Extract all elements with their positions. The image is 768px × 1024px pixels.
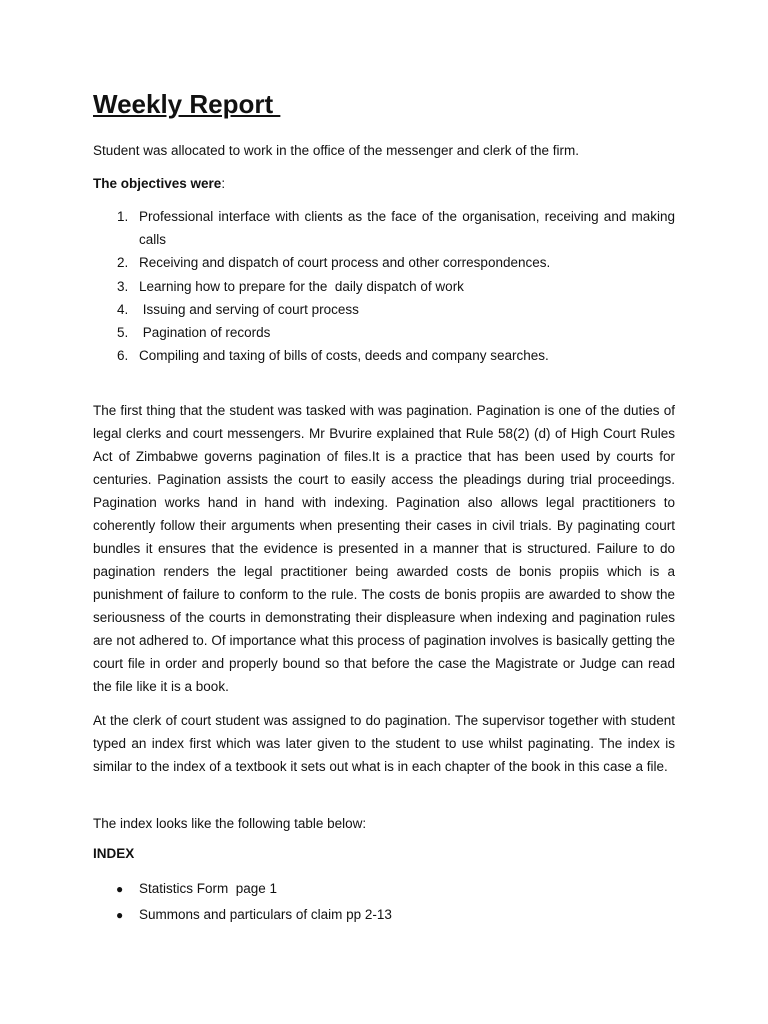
index-item-text: Summons and particulars of claim pp 2-13	[139, 907, 392, 922]
objective-number: 3.	[117, 278, 129, 294]
objective-number: 5.	[117, 325, 129, 341]
objectives-list	[93, 205, 675, 367]
objective-item	[93, 275, 675, 298]
index-item	[93, 902, 675, 928]
objectives-heading-colon: :	[221, 176, 226, 191]
clerk-of-court-paragraph: At the clerk of court student was assigned to do pagination. The supervisor together with student typed an index first which was later given to the student to use whilst paginating. The index is similar to the index of a textbook it sets out what is in each chapter of the book in this case a file.	[93, 713, 675, 774]
objective-text: Issuing and serving of court process	[139, 301, 359, 317]
index-item-text: Statistics Form page 1	[139, 881, 278, 896]
pagination-paragraph: The first thing that the student was tasked with was pagination. Pagination is one of the duties of legal clerks and court messengers. Mr Bvurire explained that Rule 58(2) (d) of High Court Rules Act of Zimbabwe governs pagination of files.It is a practice that has been used by courts for centuries. Pagination assists the court to easily access the pleadings during trial proceedings. Pagination works hand in hand with indexing. Pagination also allows legal practitioners to coherently follow their arguments when presenting their cases in civil trials. By paginating court bundles it ensures that the evidence is presented in a manner that is structured. Failure to do pagination renders the legal practitioner being awarded costs de bonis propiis which is a punishment of failure to conform to the rule. The costs de bonis propiis are awarded to show the seriousness of the courts in demonstrating their displeasure when indexing and pagination rules are not adhered to. Of importance what this process of pagination involves is basically getting the court file in order and properly bound so that before the case the Magistrate or Judge can read the file like it is a book.	[93, 403, 675, 694]
objective-number: 2.	[117, 255, 129, 271]
bullet-icon: ●	[116, 908, 124, 922]
objective-text: Pagination of records	[139, 325, 271, 341]
objective-text: Professional interface with clients as the face of the organisation, receiving and making calls	[139, 209, 675, 248]
objective-number: 4.	[117, 301, 129, 317]
intro-paragraph: Student was allocated to work in the office of the messenger and clerk of the firm.	[93, 143, 580, 158]
index-item	[93, 876, 675, 902]
page-title: Weekly Report	[93, 89, 281, 119]
objective-text: Compiling and taxing of bills of costs, deeds and company searches.	[139, 348, 549, 364]
objective-number: 1.	[117, 209, 129, 224]
objective-item	[93, 298, 675, 321]
objective-item	[93, 205, 675, 251]
objective-number: 6.	[117, 348, 129, 364]
objective-item	[93, 321, 675, 344]
index-intro-paragraph: The index looks like the following table below:	[93, 816, 367, 831]
index-list	[93, 876, 675, 928]
objective-text: Receiving and dispatch of court process and other correspondences.	[139, 255, 551, 271]
objectives-heading	[93, 174, 225, 194]
objectives-heading-label: The objectives were	[93, 176, 222, 191]
objective-item	[93, 251, 675, 274]
bullet-icon: ●	[116, 882, 124, 896]
index-heading: INDEX	[93, 846, 135, 861]
objective-text: Learning how to prepare for the daily dispatch of work	[139, 278, 464, 294]
objective-item	[93, 344, 675, 367]
